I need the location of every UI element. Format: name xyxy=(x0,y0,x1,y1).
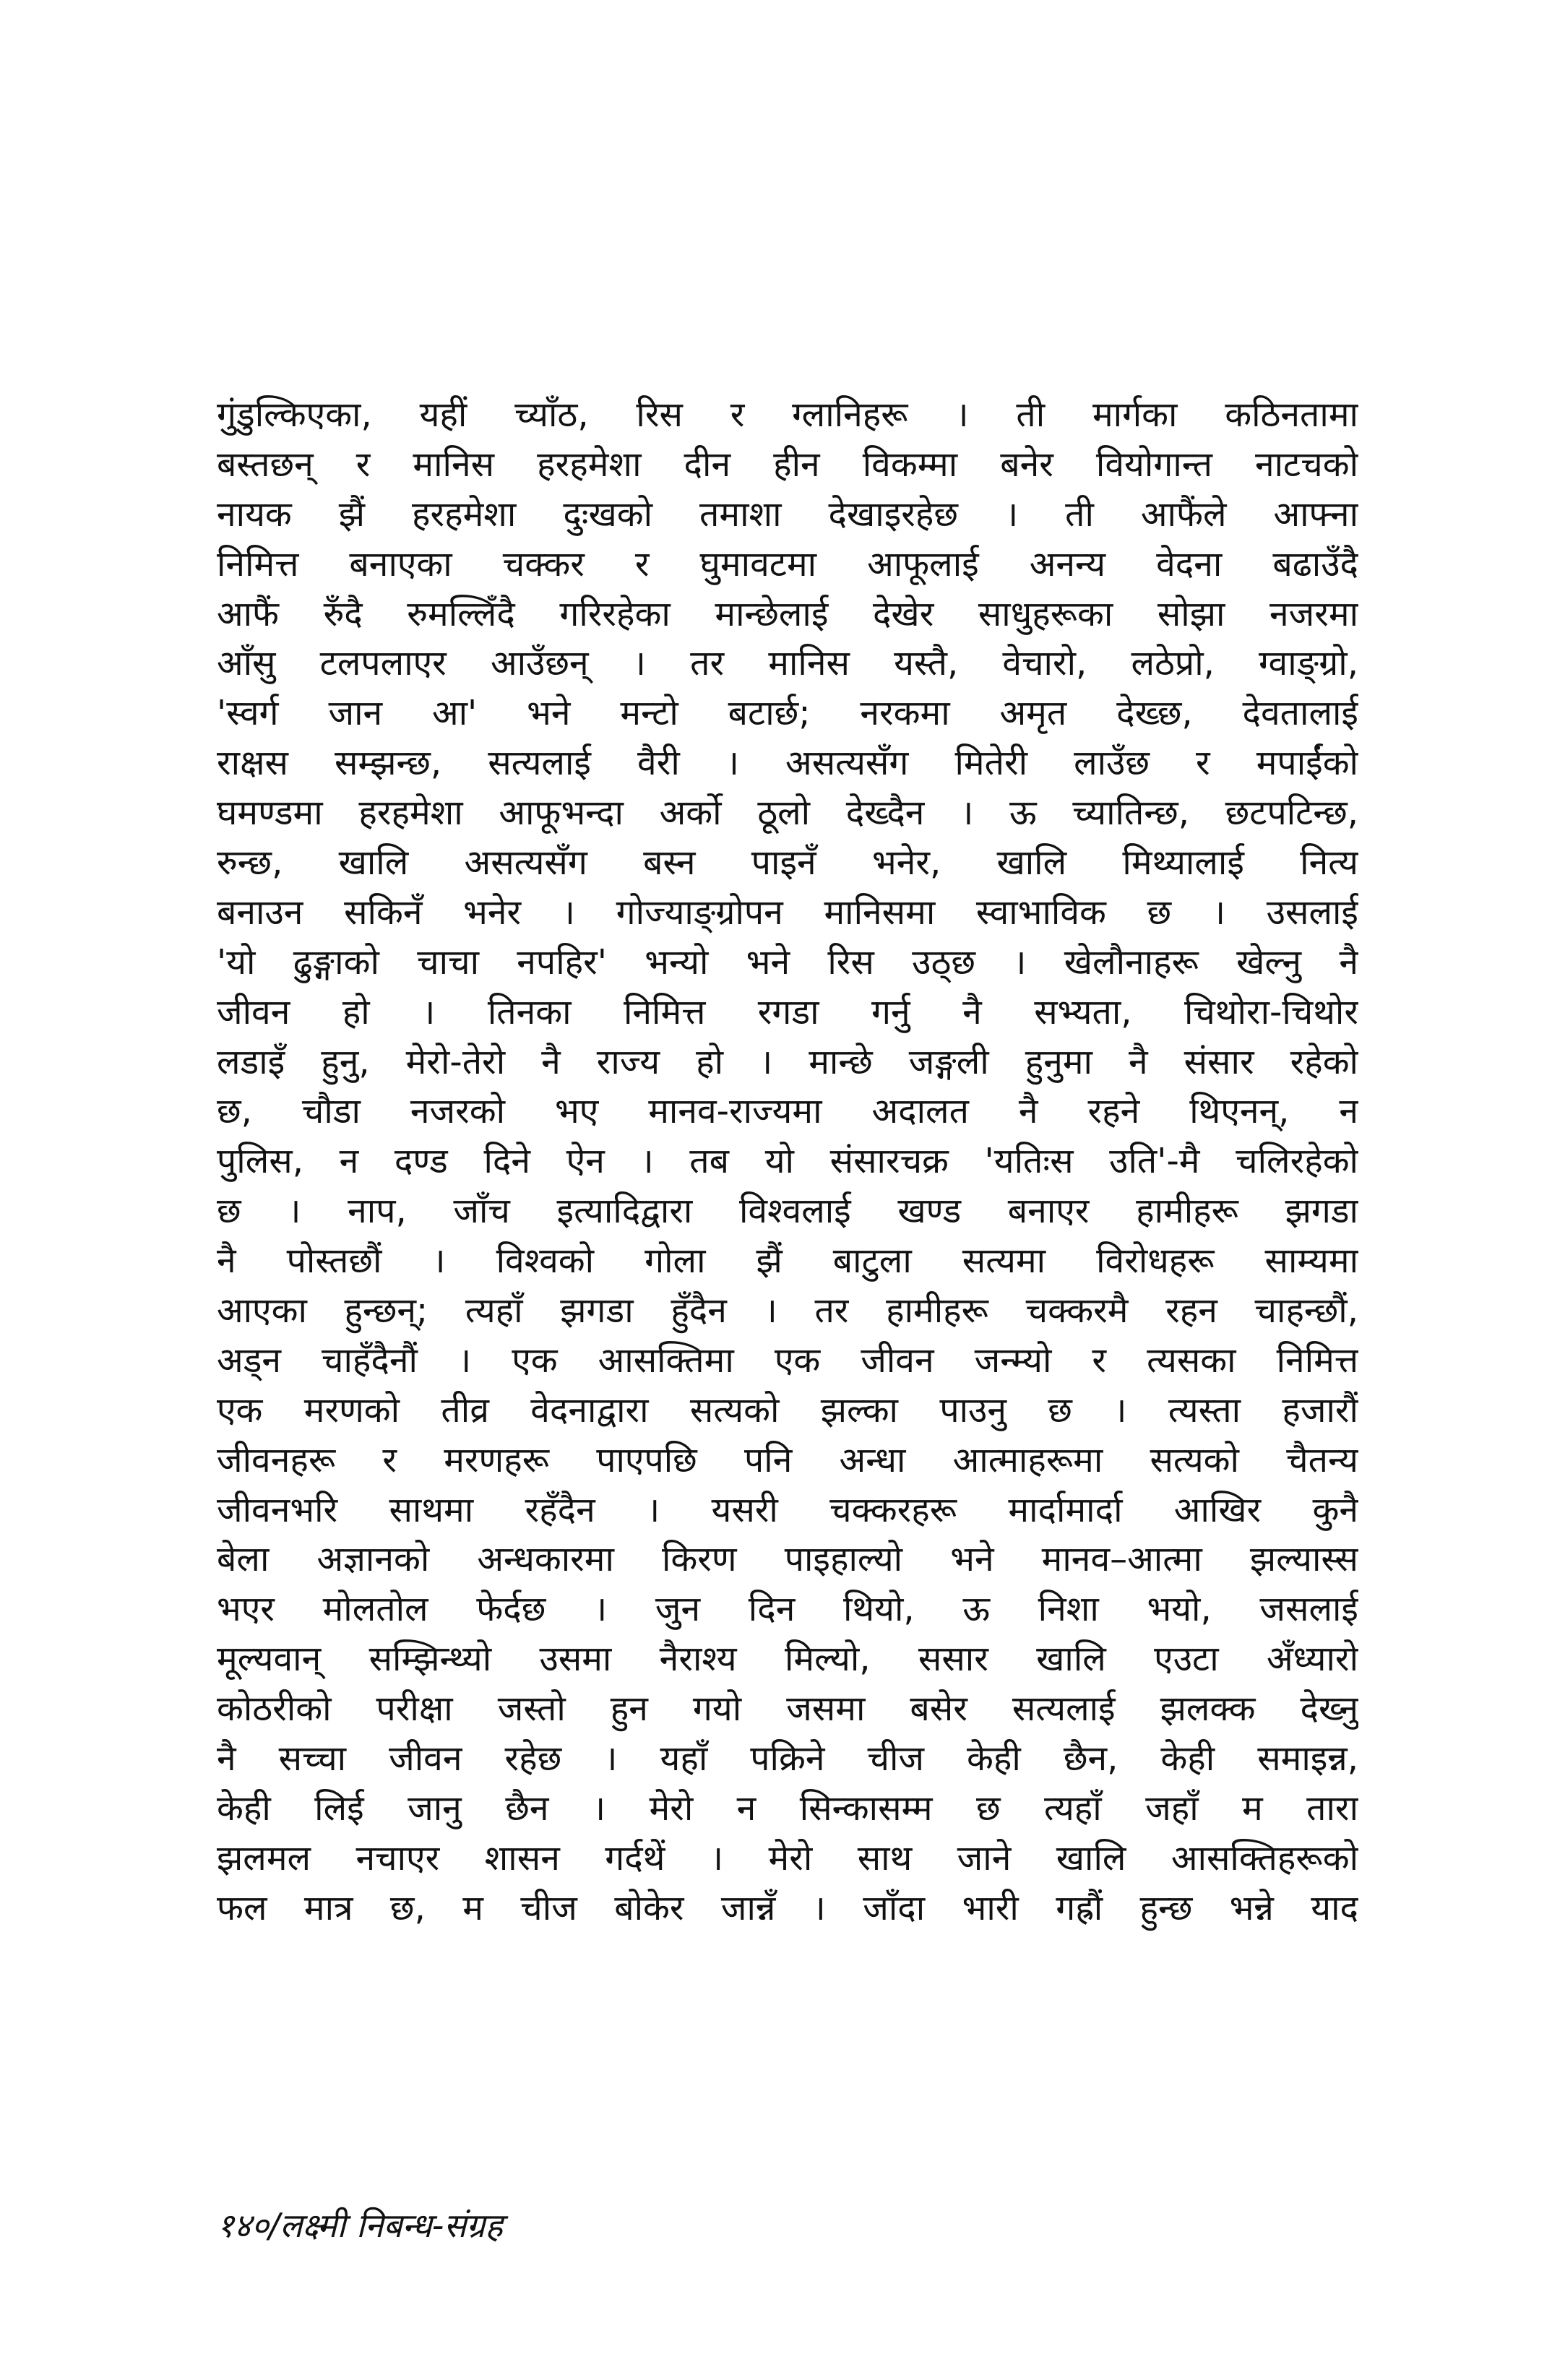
text-line: कोठरीको परीक्षा जस्तो हुन गयो जसमा बसेर सत्यलाई झलक्क देख्नु xyxy=(217,1689,1358,1730)
text-line: पुलिस, न दण्ड दिने ऐन । तब यो संसारचक्र 'यतिःस उति'-मै चलिरहेको xyxy=(217,1141,1358,1182)
text-line: भएर मोलतोल फेर्दछ । जुन दिन थियो, ऊ निशा भयो, जसलाई xyxy=(217,1589,1358,1630)
text-line: छ । नाप, जाँच इत्यादिद्वारा विश्वलाई खण्ड बनाएर हामीहरू झगडा xyxy=(217,1191,1358,1232)
text-line: घमण्डमा हरहमेशा आफूभन्दा अर्को ठूलो देख्दैन । ऊ च्यातिन्छ, छटपटिन्छ, xyxy=(217,793,1358,834)
text-line: बस्तछन् र मानिस हरहमेशा दीन हीन विकम्मा बनेर वियोगान्त नाटचको xyxy=(217,444,1358,485)
text-line: जीवनहरू र मरणहरू पाएपछि पनि अन्धा आत्माहरूमा सत्यको चैतन्य xyxy=(217,1439,1358,1480)
text-line: 'स्वर्ग जान आ' भने मन्टो बटार्छ; नरकमा अमृत देख्छ, देवतालाई xyxy=(217,693,1358,734)
text-line: रुन्छ, खालि असत्यसँग बस्न पाइनँ भनेर, खालि मिथ्यालाई नित्य xyxy=(217,842,1358,884)
text-line: राक्षस सम्झन्छ, सत्यलाई वैरी । असत्यसँग मितेरी लाउँछ र मपाईंको xyxy=(217,743,1358,784)
text-line: निमित्त बनाएका चक्कर र घुमावटमा आफूलाई अनन्य वेदना बढाउँदै xyxy=(217,543,1358,585)
text-line: लडाइँ हुनु, मेरो-तेरो नै राज्य हो । मान्छे जङ्गली हुनुमा नै संसार रहेको xyxy=(217,1041,1358,1082)
text-line: नै सच्चा जीवन रहेछ । यहाँ पक्रिने चीज केही छैन, केही समाइन्न, xyxy=(217,1738,1358,1780)
text-line: छ, चौडा नजरको भए मानव-राज्यमा अदालत नै रहने थिएनन्, न xyxy=(217,1091,1358,1132)
text-line: आएका हुन्छन्; त्यहाँ झगडा हुँदैन । तर हामीहरू चक्करमै रहन चाहन्छौं, xyxy=(217,1290,1358,1332)
page-footer: १४०/लक्ष्मी निबन्ध-संग्रह xyxy=(217,2206,503,2245)
text-line: अड्न चाहँदैनौं । एक आसक्तिमा एक जीवन जन्म्यो र त्यसका निमित्त xyxy=(217,1340,1358,1381)
text-line: बनाउन सकिनँ भनेर । गोज्याङ्ग्रोपन मानिसमा स्वाभाविक छ । उसलाई xyxy=(217,892,1358,933)
text-line: जीवन हो । तिनका निमित्त रगडा गर्नु नै सभ्यता, चिथोरा-चिथोर xyxy=(217,991,1358,1032)
text-line: केही लिई जानु छैन । मेरो न सिन्कासम्म छ त्यहाँ जहाँ म तारा xyxy=(217,1788,1358,1829)
text-line: गुंडुल्किएका, यहीं च्याँठ, रिस र ग्लानिहरू । ती मार्गका कठिनतामा xyxy=(217,394,1358,435)
text-line: झलमल नचाएर शासन गर्दथें । मेरो साथ जाने खालि आसक्तिहरूको xyxy=(217,1837,1358,1879)
text-line: मूल्यवान् सम्झिन्थ्यो उसमा नैराश्य मिल्यो, ससार खालि एउटा अँध्यारो xyxy=(217,1639,1358,1680)
text-line: एक मरणको तीव्र वेदनाद्वारा सत्यको झल्का पाउनु छ । त्यस्ता हजारौं xyxy=(217,1389,1358,1431)
text-line: 'यो ढुङ्गाको चाचा नपहिर' भन्यो भने रिस उठ्छ । खेलौनाहरू खेल्नु नै xyxy=(217,941,1358,983)
text-line: फल मात्र छ, म चीज बोकेर जान्नँ । जाँदा भारी गह्रौं हुन्छ भन्ने याद xyxy=(217,1887,1358,1928)
body-text xyxy=(217,390,1358,1933)
text-line: नै पोस्तछौं । विश्वको गोला झैं बाटुला सत्यमा विरोधहरू साम्यमा xyxy=(217,1241,1358,1282)
text-line: बेला अज्ञानको अन्धकारमा किरण पाइहाल्यो भने मानव–आत्मा झल्यास्स xyxy=(217,1539,1358,1580)
text-line: आँसु टलपलाएर आउँछन् । तर मानिस यस्तै, वेचारो, लठेप्रो, ग्वाङ्ग्रो, xyxy=(217,643,1358,684)
text-line: जीवनभरि साथमा रहँदैन । यसरी चक्करहरू मार्दामार्दा आखिर कुनै xyxy=(217,1489,1358,1530)
text-line: आफैं रुँदै रुमल्लिँदै गरिरहेका मान्छेलाई देखेर साधुहरूका सोझा नजरमा xyxy=(217,593,1358,634)
text-line: नायक झैं हरहमेशा दुःखको तमाशा देखाइरहेछ । ती आफैंले आफ्ना xyxy=(217,493,1358,535)
